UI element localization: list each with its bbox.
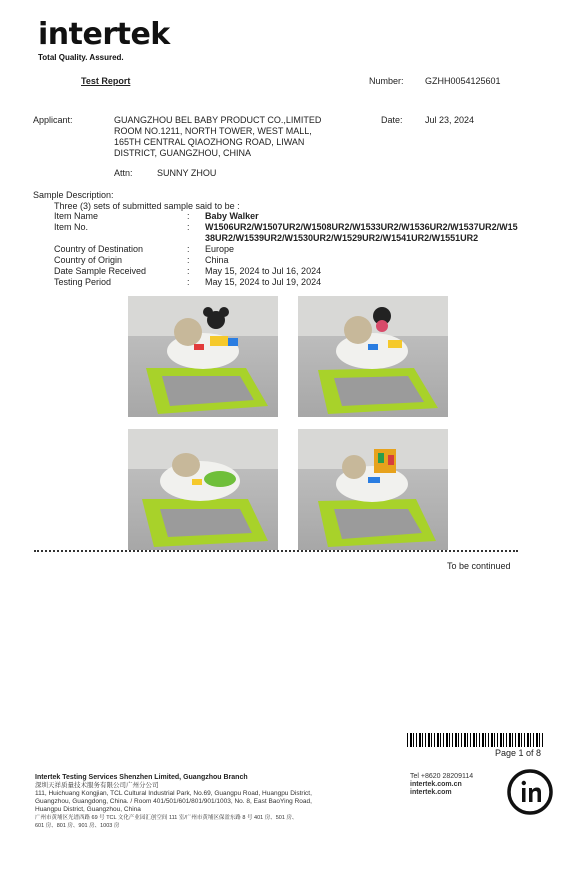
- sample-value: China: [205, 255, 229, 265]
- sample-colon: :: [187, 255, 190, 265]
- barcode: [407, 733, 545, 747]
- applicant-label: Applicant:: [33, 115, 73, 125]
- baby-walker-image: [128, 429, 278, 550]
- footer-web: intertek.com: [410, 789, 452, 796]
- footer-web: intertek.com.cn: [410, 781, 462, 788]
- footer: [35, 773, 415, 830]
- baby-walker-image: [128, 296, 278, 417]
- footer-company: Intertek Testing Services Shenzhen Limited, Guangzhou Branch: [35, 774, 248, 781]
- item-name-value: Baby Walker: [205, 211, 259, 221]
- sample-value: May 15, 2024 to Jul 19, 2024: [205, 277, 322, 287]
- attn-label: Attn:: [114, 168, 133, 178]
- dotted-separator: [34, 550, 518, 552]
- logo-wordmark: intertek: [38, 17, 170, 52]
- footer-cn-address-line: 601 房、801 房、901 房、1003 房: [35, 823, 120, 829]
- intertek-circle-logo-icon: [506, 768, 554, 816]
- to-be-continued: To be continued: [447, 561, 511, 571]
- sample-label: Country of Destination: [54, 244, 144, 254]
- applicant-line: ROOM NO.1211, NORTH TOWER, WEST MALL,: [114, 126, 312, 136]
- logo-tagline: Total Quality. Assured.: [38, 53, 124, 62]
- applicant-line: DISTRICT, GUANGZHOU, CHINA: [114, 148, 252, 158]
- intertek-logo: [38, 17, 170, 62]
- footer-address-line: 111, Huichuang Kongjian, TCL Cultural Industrial Park, No.69, Guangpu Road, Huangpu District,: [35, 790, 312, 797]
- sample-value: May 15, 2024 to Jul 16, 2024: [205, 266, 322, 276]
- baby-walker-image: [298, 429, 448, 550]
- footer-cn-address-line: 广州市黄埔区光谱西路 69 号 TCL 文化产业园汇创空间 111 室/广州市黄埔区保盈东路 8 号 401 房、501 房、: [35, 815, 298, 821]
- sample-colon: :: [187, 211, 190, 221]
- sample-heading: Sample Description:: [33, 190, 114, 200]
- number-value: GZHH0054125601: [425, 76, 501, 86]
- sample-label: Country of Origin: [54, 255, 123, 265]
- sample-photo: [298, 429, 448, 550]
- sample-colon: :: [187, 277, 190, 287]
- item-no-value-cont: 38UR2/W1539UR2/W1530UR2/W1529UR2/W1541UR2/W1551UR2: [205, 233, 479, 243]
- sample-intro: Three (3) sets of submitted sample said to be :: [54, 201, 240, 211]
- date-label: Date:: [381, 115, 403, 125]
- number-label: Number:: [369, 76, 404, 86]
- applicant-line: 165TH CENTRAL QIAOZHONG ROAD, LIWAN: [114, 137, 305, 147]
- sample-label: Date Sample Received: [54, 266, 147, 276]
- sample-colon: :: [187, 222, 190, 232]
- baby-walker-image: [298, 296, 448, 417]
- applicant-line: GUANGZHOU BEL BABY PRODUCT CO.,LIMITED: [114, 115, 322, 125]
- sample-colon: :: [187, 244, 190, 254]
- sample-photo: [128, 429, 278, 550]
- sample-colon: :: [187, 266, 190, 276]
- item-no-value: W1506UR2/W1507UR2/W1508UR2/W1533UR2/W1536UR2/W1537UR2/W15: [205, 222, 518, 232]
- applicant-address: [114, 115, 321, 159]
- footer-address-line: Guangzhou, Guangdong, China. / Room 401/501/601/801/901/1003, No. 8, East BaoYing Road,: [35, 798, 312, 805]
- sample-label: Testing Period: [54, 277, 112, 287]
- date-value: Jul 23, 2024: [425, 115, 475, 125]
- footer-cn-name: 深圳天祥质量技术服务有限公司广州分公司: [35, 782, 159, 789]
- report-title: Test Report: [81, 76, 131, 86]
- footer-address-line: Huangpu District, Guangzhou, China: [35, 806, 141, 813]
- sample-label: Item No.: [54, 222, 89, 232]
- sample-photo: [128, 296, 278, 417]
- footer-contact: [410, 773, 473, 797]
- page-number: Page 1 of 8: [495, 748, 542, 758]
- footer-tel: Tel +8620 28209114: [410, 773, 474, 780]
- sample-value: Europe: [205, 244, 235, 254]
- attn-value: SUNNY ZHOU: [157, 168, 217, 178]
- sample-photo: [298, 296, 448, 417]
- sample-label: Item Name: [54, 211, 99, 221]
